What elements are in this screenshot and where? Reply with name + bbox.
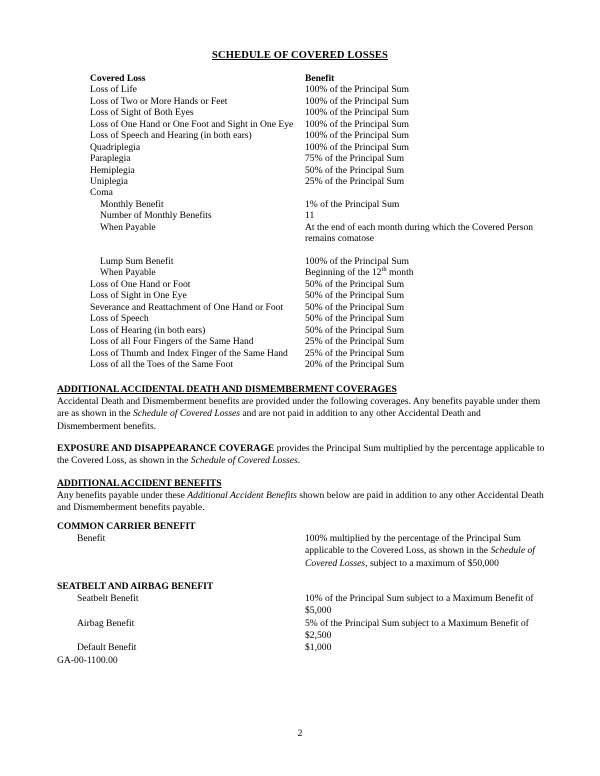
benefit-cell: 100% of the Principal Sum — [305, 84, 409, 96]
page-title — [0, 50, 600, 61]
benefit-row — [57, 642, 552, 654]
benefit-text-part1: Beginning of the 12 — [305, 267, 382, 279]
schedule-of-covered-losses-table — [90, 73, 560, 370]
benefit-block-title-common-carrier: COMMON CARRIER BENEFIT — [57, 521, 196, 532]
covered-loss-cell: Loss of Two or More Hands or Feet — [90, 95, 228, 107]
benefit-row — [57, 533, 552, 569]
covered-loss-cell: Loss of One Hand or Foot — [90, 278, 191, 290]
benefit-value-part1: 100% multiplied by the percentage of the Principal Sum applicable to the Covered Loss, as shown in the — [305, 533, 521, 557]
section-exposure-disappearance — [57, 443, 547, 467]
benefit-cell: 50% of the Principal Sum — [305, 301, 405, 313]
body-text-part1: provides the Principal Sum multiplied by the percentage applicable to the Covered Loss, as shown in the — [57, 443, 545, 467]
covered-loss-cell: Loss of Speech — [90, 313, 149, 325]
table-row — [90, 279, 560, 290]
benefit-row — [57, 618, 552, 642]
benefit-cell: 11 — [305, 210, 315, 222]
covered-loss-cell: Loss of One Hand or One Foot and Sight in One Eye — [90, 118, 294, 130]
page-title-text: SCHEDULE OF COVERED LOSSES — [212, 50, 388, 61]
benefit-row — [57, 593, 552, 617]
body-text-part2: shown below are paid in addition to any other Accidental Death and Dismemberment benefits payable. — [57, 490, 544, 514]
covered-loss-cell: Loss of Hearing (in both ears) — [90, 324, 206, 336]
table-row — [90, 359, 560, 370]
benefit-cell: 100% of the Principal Sum — [305, 141, 409, 153]
benefit-ordinal-suffix: th — [381, 266, 387, 274]
benefit-value-part2: , subject to a maximum of $50,000 — [365, 557, 499, 569]
table-row — [90, 84, 560, 95]
covered-loss-cell: Quadriplegia — [90, 141, 141, 153]
table-row — [90, 107, 560, 118]
table-row — [90, 199, 560, 210]
covered-loss-cell: Severance and Reattachment of One Hand or Foot — [90, 301, 284, 313]
benefit-label: Default Benefit — [77, 641, 137, 653]
table-row — [90, 96, 560, 107]
benefit-cell: 100% of the Principal Sum — [305, 118, 409, 130]
schedule-rows-container — [90, 84, 560, 370]
table-row — [90, 165, 560, 176]
table-row — [90, 210, 560, 221]
table-row — [90, 290, 560, 301]
table-row-spacer — [90, 245, 560, 256]
section-heading-additional-accident-benefits: ADDITIONAL ACCIDENT BENEFITS — [57, 478, 222, 489]
benefit-value: 10% of the Principal Sum subject to a Maximum Benefit of $5,000 — [305, 593, 534, 617]
column-header-benefit: Benefit — [305, 73, 335, 84]
benefit-cell: At the end of each month during which the Covered Person remains comatose — [305, 221, 534, 245]
body-text-italic: Schedule of Covered Losses — [132, 408, 240, 420]
benefit-cell: 100% of the Principal Sum — [305, 256, 409, 268]
covered-loss-cell: Lump Sum Benefit — [100, 256, 174, 268]
section-additional-accident-benefits — [57, 478, 547, 515]
benefit-cell: 50% of the Principal Sum — [305, 313, 405, 325]
page-number: 2 — [297, 728, 303, 739]
covered-loss-cell: When Payable — [100, 267, 156, 279]
benefit-text-part2: month — [386, 267, 414, 279]
covered-loss-cell: Number of Monthly Benefits — [100, 210, 212, 222]
table-row — [90, 119, 560, 130]
benefit-cell: 20% of the Principal Sum — [305, 358, 405, 370]
table-row — [90, 256, 560, 267]
benefit-block-title-seatbelt-airbag: SEATBELT AND AIRBAG BENEFIT — [57, 581, 214, 592]
benefit-cell: 50% of the Principal Sum — [305, 278, 405, 290]
covered-loss-cell: Uniplegia — [90, 175, 128, 187]
body-text-part1: Any benefits payable under these — [57, 490, 188, 502]
body-text-part1: Accidental Death and Dismemberment benefits are provided under the following coverages. Any benefits payable under them are as shown in the — [57, 396, 541, 420]
table-row — [90, 176, 560, 187]
table-row — [90, 153, 560, 164]
benefit-value: 5% of the Principal Sum subject to a Maximum Benefit of $2,500 — [305, 617, 529, 641]
benefit-cell: 100% of the Principal Sum — [305, 107, 409, 119]
section-body-additional-add-coverages — [57, 396, 547, 433]
body-text-part2: . — [297, 455, 301, 467]
table-row — [90, 325, 560, 336]
table-row — [90, 130, 560, 141]
benefit-label: Airbag Benefit — [77, 617, 135, 629]
covered-loss-cell: Loss of Sight in One Eye — [90, 290, 187, 302]
body-text-italic: Additional Accident Benefits — [187, 490, 297, 502]
table-row — [90, 302, 560, 313]
section-additional-add-coverages — [57, 384, 547, 433]
body-text-part2: and are not paid in addition to any other Accidental Death and Dismemberment benefits. — [57, 408, 481, 432]
benefit-cell: 50% of the Principal Sum — [305, 290, 405, 302]
seatbelt-rows-container — [57, 593, 552, 654]
benefit-cell: 100% of the Principal Sum — [305, 130, 409, 142]
benefit-cell: 25% of the Principal Sum — [305, 347, 405, 359]
table-row — [90, 336, 560, 347]
table-row — [90, 222, 560, 245]
benefit-value-italic: Schedule of Covered Losses — [305, 545, 535, 569]
covered-loss-cell: Loss of Thumb and Index Finger of the Same Hand — [90, 347, 288, 359]
covered-loss-cell: Loss of all the Toes of the Same Foot — [90, 358, 234, 370]
benefit-value: $1,000 — [305, 641, 332, 653]
section-body-additional-accident-benefits — [57, 490, 547, 514]
body-text-italic: Schedule of Covered Losses — [190, 455, 298, 467]
benefit-cell: 50% of the Principal Sum — [305, 324, 405, 336]
benefit-cell: 1% of the Principal Sum — [305, 198, 400, 210]
section-heading-exposure-disappearance: EXPOSURE AND DISAPPEARANCE COVERAGE — [57, 443, 275, 454]
benefit-cell — [305, 267, 560, 278]
table-row — [90, 267, 560, 278]
benefit-value — [305, 533, 555, 570]
table-row — [90, 142, 560, 153]
covered-loss-cell: Paraplegia — [90, 153, 131, 165]
benefit-cell: 25% of the Principal Sum — [305, 336, 405, 348]
covered-loss-cell: Loss of all Four Fingers of the Same Hand — [90, 336, 254, 348]
benefit-block-seatbelt-airbag — [57, 581, 552, 654]
section-body-exposure-disappearance — [57, 443, 547, 467]
benefit-label: Seatbelt Benefit — [77, 593, 139, 605]
table-row — [90, 313, 560, 324]
covered-loss-cell: Monthly Benefit — [100, 198, 164, 210]
table-row — [90, 348, 560, 359]
form-number: GA-00-1100.00 — [57, 655, 118, 666]
covered-loss-cell: Hemiplegia — [90, 164, 135, 176]
benefit-cell: 75% of the Principal Sum — [305, 153, 405, 165]
table-row — [90, 187, 560, 198]
covered-loss-cell: Loss of Sight of Both Eyes — [90, 107, 194, 119]
covered-loss-cell: When Payable — [100, 221, 156, 233]
benefit-cell: 100% of the Principal Sum — [305, 95, 409, 107]
benefit-label: Benefit — [77, 533, 106, 545]
table-header-row — [90, 73, 560, 84]
covered-loss-cell: Loss of Speech and Hearing (in both ears) — [90, 130, 252, 142]
benefit-cell: 50% of the Principal Sum — [305, 164, 405, 176]
benefit-block-common-carrier — [57, 521, 552, 569]
covered-loss-cell: Loss of Life — [90, 84, 137, 96]
section-heading-additional-add-coverages: ADDITIONAL ACCIDENTAL DEATH AND DISMEMBERMENT COVERAGES — [57, 384, 397, 395]
benefit-cell: 25% of the Principal Sum — [305, 175, 405, 187]
column-header-covered-loss: Covered Loss — [90, 73, 146, 84]
covered-loss-cell: Coma — [90, 187, 113, 199]
